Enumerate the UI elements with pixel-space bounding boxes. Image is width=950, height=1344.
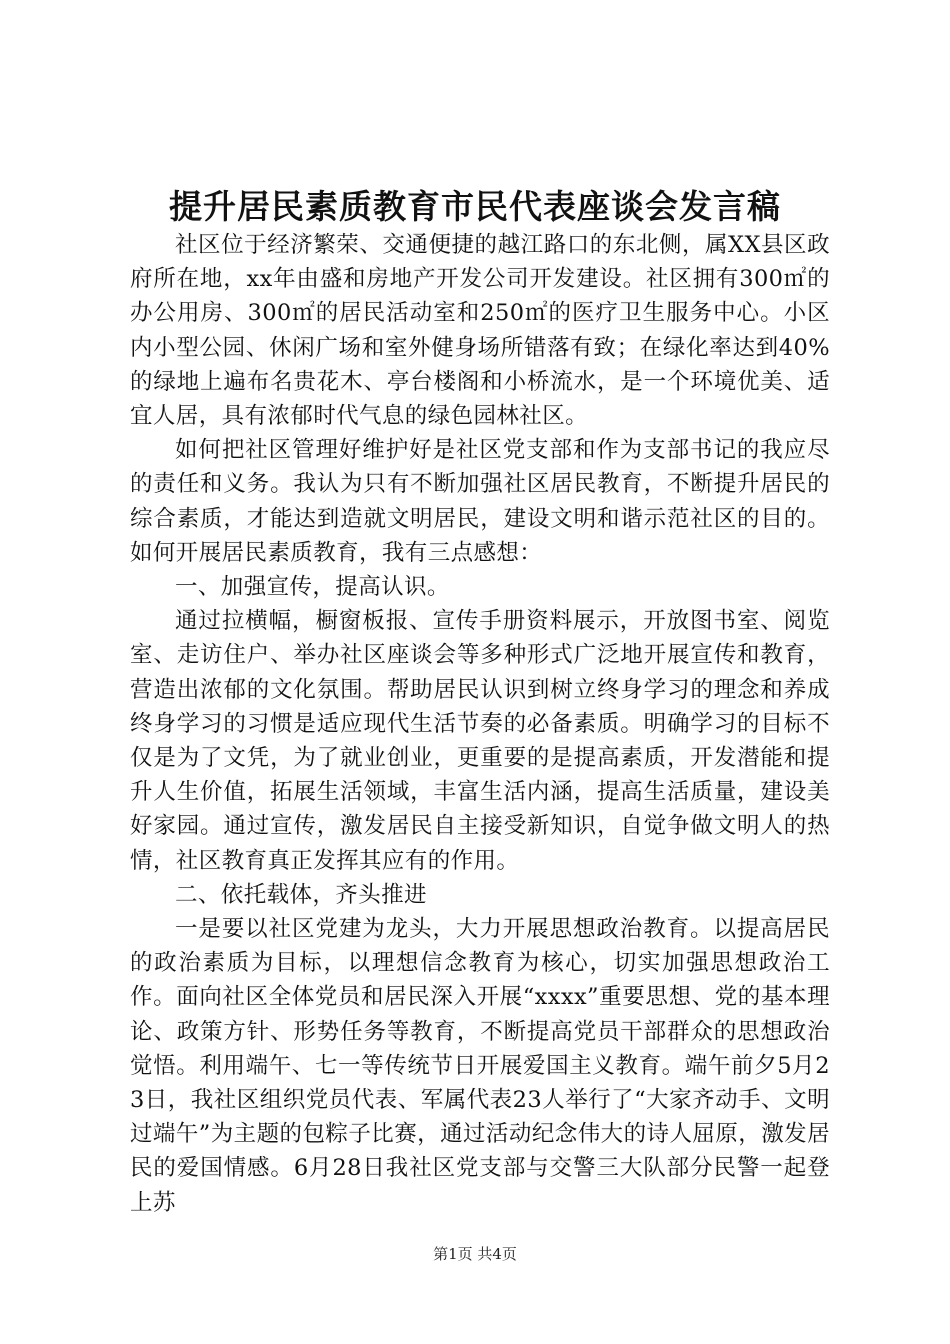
section-heading-2: 二、依托载体，齐头推进: [175, 881, 427, 908]
paragraph-responsibility: 如何把社区管理好维护好是社区党支部和作为支部书记的我应尽的责任和义务。我认为只有不断加强社区居民教育，不断提升居民的综合素质，才能达到造就文明居民，建设文明和谐示范社区的目的。如何开展居民素质教育，我有三点感想：: [130, 437, 830, 566]
document-title: 提升居民素质教育市民代表座谈会发言稿: [169, 187, 781, 226]
paragraph-community-intro: 社区位于经济繁荣、交通便捷的越江路口的东北侧，属XX县区政府所在地，xx年由盛和房地产开发公司开发建设。社区拥有300㎡的办公用房、300㎡的居民活动室和250㎡的医疗卫生服务中心。小区内小型公园、休闲广场和室外健身场所错落有致；在绿化率达到40%的绿地上遍布名贵花木、亭台楼阁和小桥流水，是一个环境优美、适宜人居，具有浓郁时代气息的绿色园林社区。: [130, 232, 830, 430]
paragraph-party-building: 一是要以社区党建为龙头，大力开展思想政治教育。以提高居民的政治素质为目标，以理想信念教育为核心，切实加强思想政治工作。面向社区全体党员和居民深入开展“xxxx”重要思想、党的基本理论、政策方针、形势任务等教育，不断提高党员干部群众的思想政治觉悟。利用端午、七一等传统节日开展爱国主义教育。端午前夕5月23日，我社区组织党员代表、军属代表23人举行了“大家齐动手、文明过端午”为主题的包粽子比赛，通过活动纪念伟大的诗人屈原，激发居民的爱国情感。6月28日我社区党支部与交警三大队部分民警一起登上苏: [130, 916, 830, 1216]
page-number-footer: 第1页 共4页: [433, 1245, 517, 1263]
paragraph-publicity: 通过拉横幅，橱窗板报、宣传手册资料展示，开放图书室、阅览室、走访住户、举办社区座谈会等多种形式广泛地开展宣传和教育，营造出浓郁的文化氛围。帮助居民认识到树立终身学习的理念和养成终身学习的习惯是适应现代生活节奏的必备素质。明确学习的目标不仅是为了文凭，为了就业创业，更重要的是提高素质，开发潜能和提升人生价值，拓展生活领域，丰富生活内涵，提高生活质量，建设美好家园。通过宣传，激发居民自主接受新知识，自觉争做文明人的热情，社区教育真正发挥其应有的作用。: [130, 608, 830, 874]
section-heading-1: 一、加强宣传，提高认识。: [175, 574, 450, 601]
document-body: [130, 228, 830, 1220]
